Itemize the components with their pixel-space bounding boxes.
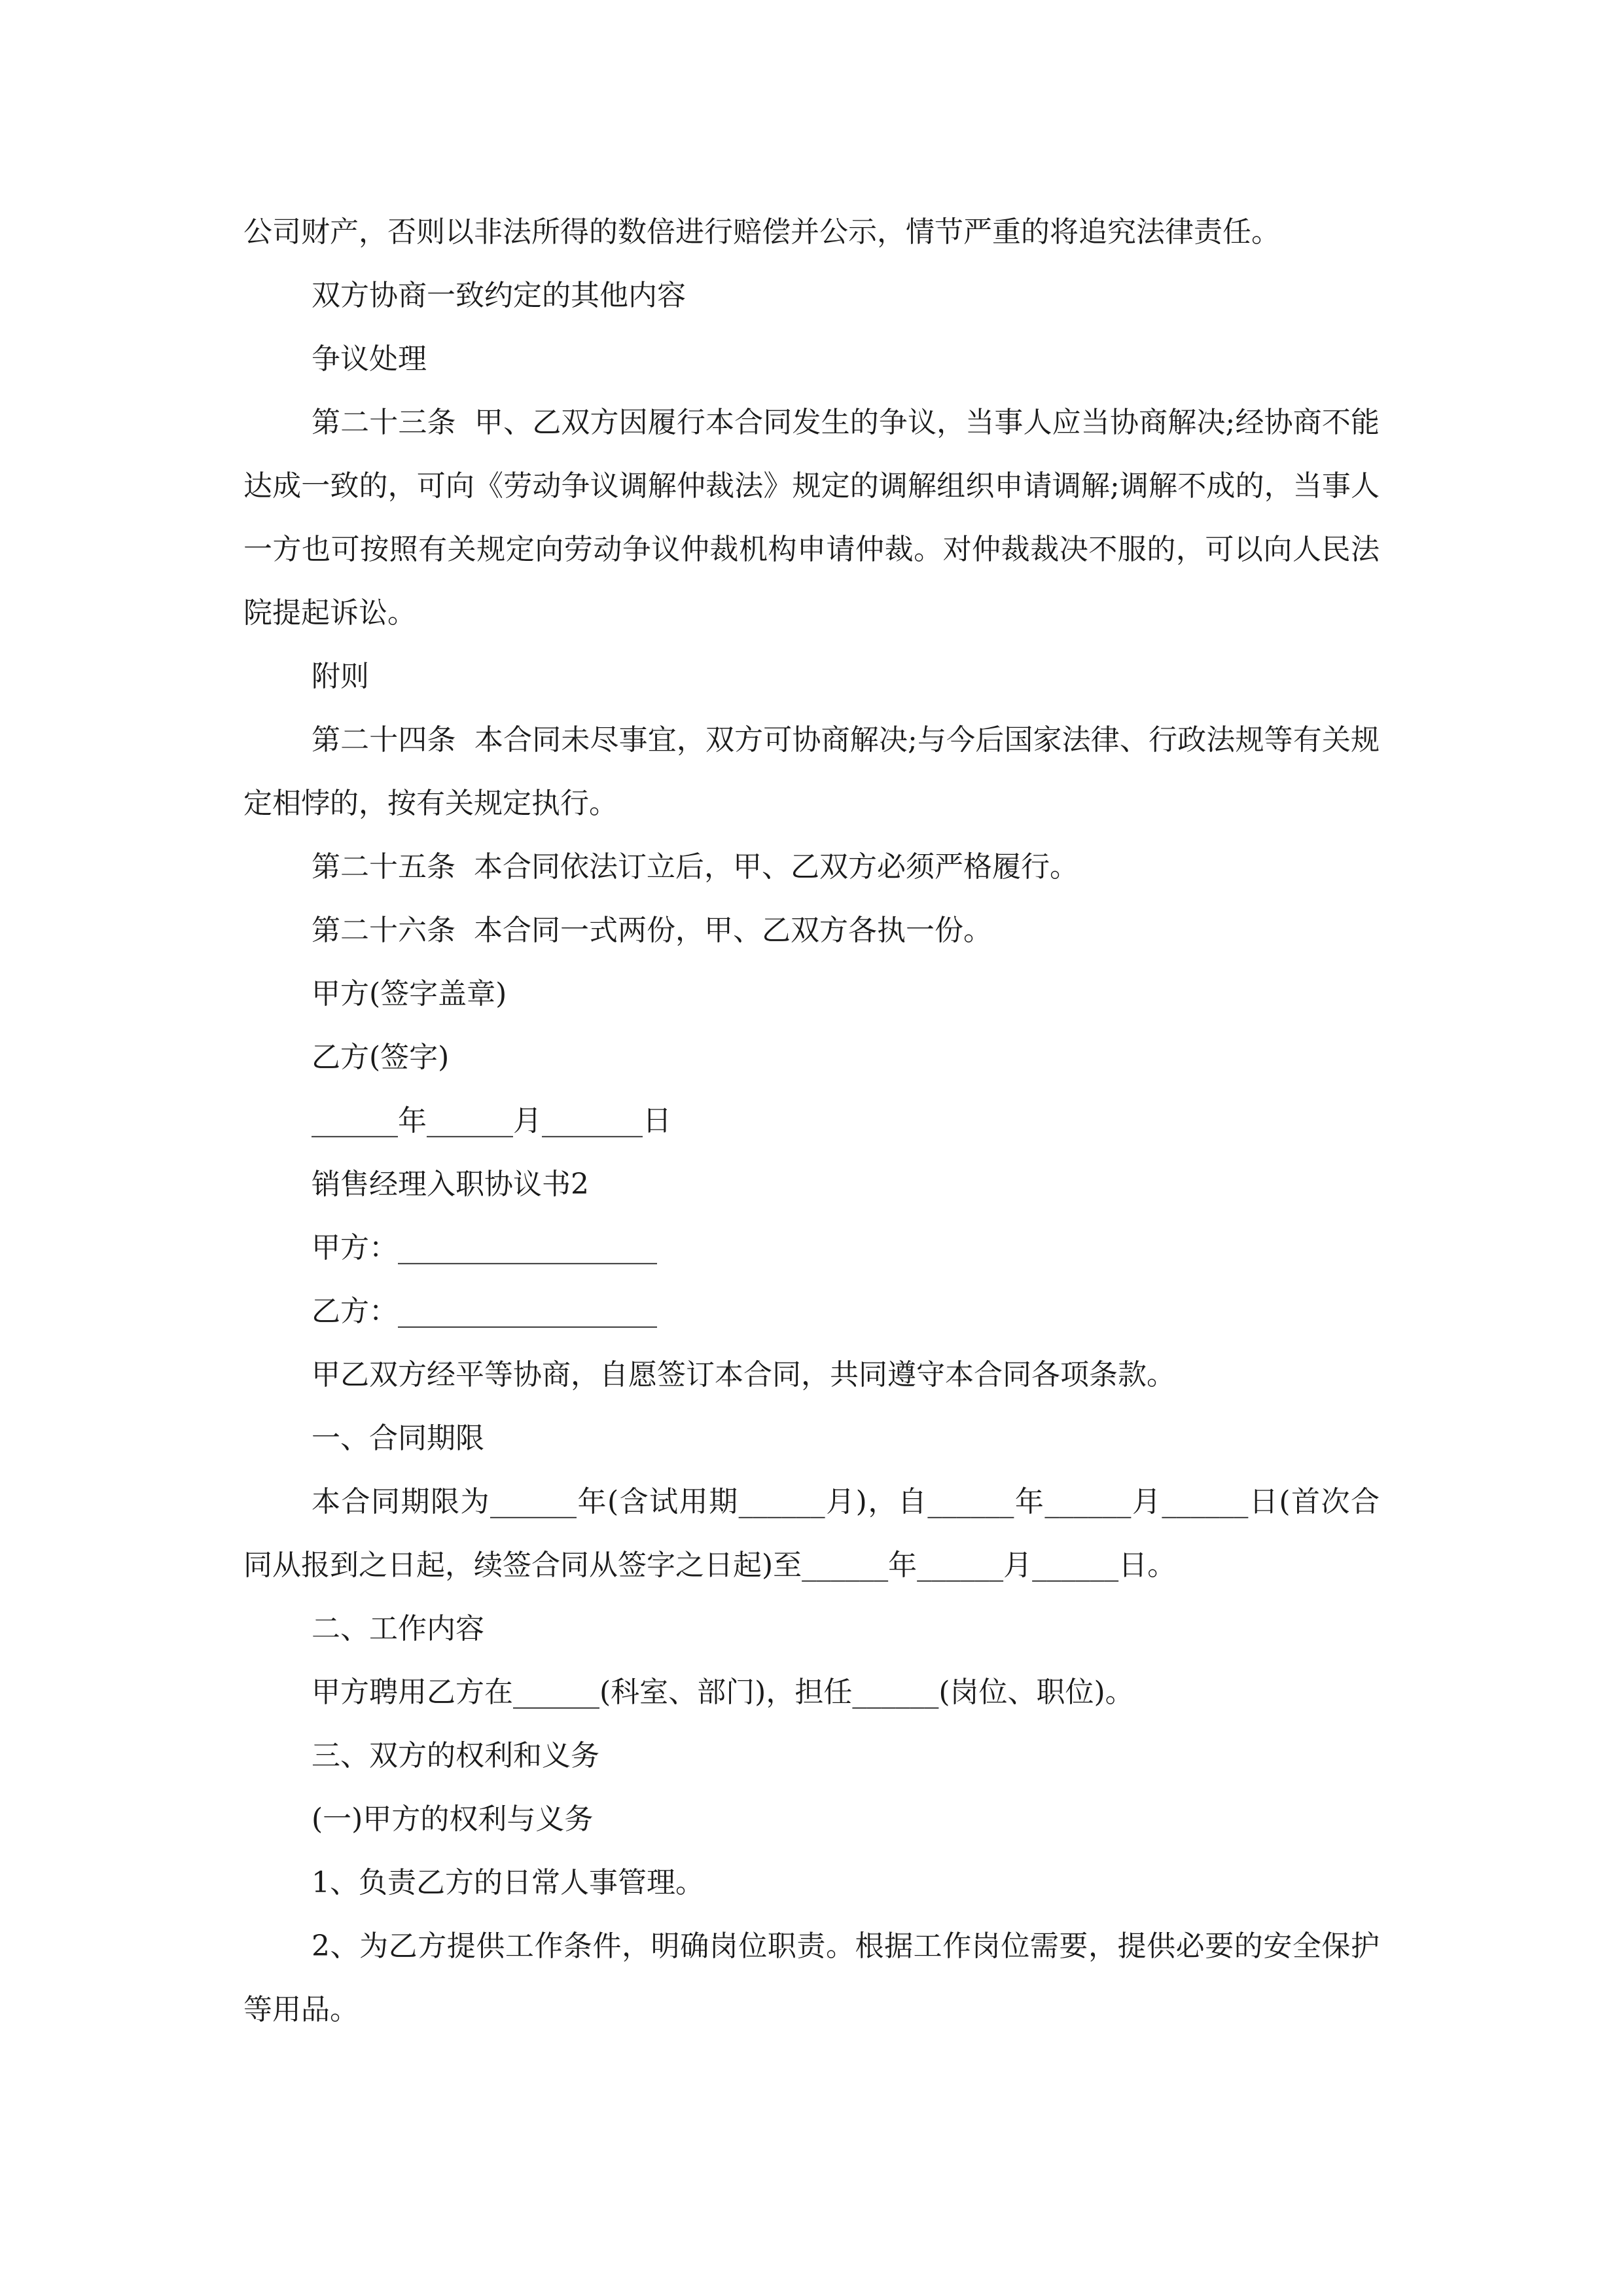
heading-contract-term: 一、合同期限 (312, 1422, 484, 1455)
heading-work-content: 二、工作内容 (312, 1612, 484, 1645)
list-item-1: 1、负责乙方的日常人事管理。 (312, 1866, 704, 1899)
paragraph-continuation: 公司财产，否则以非法所得的数倍进行赔偿并公示，情节严重的将追究法律责任。 (243, 215, 1280, 249)
paragraph-preamble: 甲乙双方经平等协商，自愿签订本合同，共同遵守本合同各项条款。 (312, 1358, 1175, 1391)
signature-party-a: 甲方(签字盖章) (312, 977, 507, 1011)
paragraph-article-24: 第二十四条 本合同未尽事宜，双方可协商解决;与今后国家法律、行政法规等有关规定相悖的，按有关规定执行。 (243, 723, 1380, 820)
paragraph-contract-term: 本合同期限为______年(含试用期______月)，自______年______月______日(首次合同从报到之日起，续签合同从签字之日起)至______年______月______日。 (243, 1485, 1380, 1582)
section-title-agreement-2: 销售经理入职协议书2 (312, 1168, 589, 1201)
paragraph-article-23: 第二十三条 甲、乙双方因履行本合同发生的争议，当事人应当协商解决;经协商不能达成一致的，可向《劳动争议调解仲裁法》规定的调解组织申请调解;调解不成的，当事人一方也可按照有关规定向劳动争议仲裁机构申请仲裁。对仲裁裁决不服的，可以向人民法院提起诉讼。 (243, 406, 1380, 630)
paragraph-other-terms-heading: 双方协商一致约定的其他内容 (312, 279, 686, 312)
heading-rights-obligations: 三、双方的权利和义务 (312, 1739, 599, 1772)
paragraph-article-25: 第二十五条 本合同依法订立后，甲、乙双方必须严格履行。 (312, 850, 1079, 884)
paragraph-work-content: 甲方聘用乙方在______(科室、部门)，担任______(岗位、职位)。 (312, 1676, 1134, 1709)
paragraph-dispute-heading: 争议处理 (312, 342, 427, 376)
document-body (243, 200, 1380, 2041)
paragraph-appendix-heading: 附则 (312, 660, 369, 693)
signature-date-line: ______年______月_______日 (312, 1104, 671, 1138)
signature-party-b: 乙方(签字) (312, 1041, 450, 1074)
party-b-blank: 乙方：__________________ (312, 1295, 657, 1328)
party-a-blank: 甲方：__________________ (312, 1231, 657, 1265)
paragraph-article-26: 第二十六条 本合同一式两份，甲、乙双方各执一份。 (312, 914, 992, 947)
heading-party-a-rights: (一)甲方的权利与义务 (312, 1803, 594, 1836)
list-item-2: 2、为乙方提供工作条件，明确岗位职责。根据工作岗位需要，提供必要的安全保护等用品。 (243, 1929, 1380, 2026)
